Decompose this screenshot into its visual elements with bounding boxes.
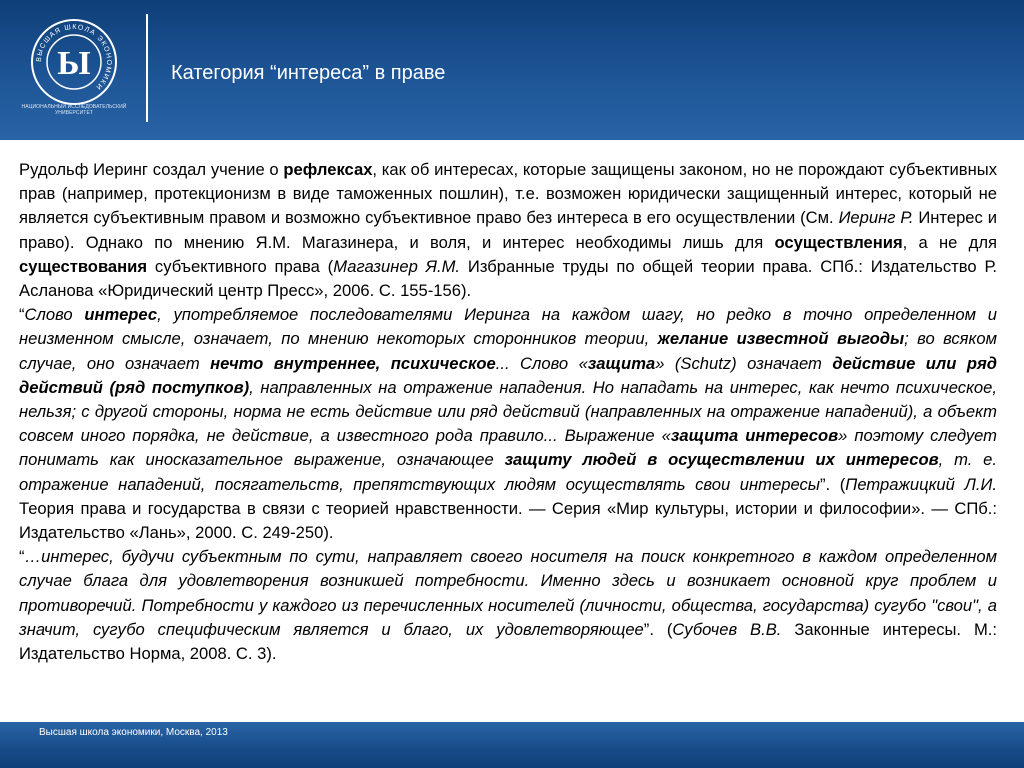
university-logo-icon xyxy=(30,18,118,106)
p2-quote-text: Слово xyxy=(24,305,85,325)
p2-open-quote: “ xyxy=(19,305,25,325)
p1-text: , как об интересах, которые защищены законом, но не порождают субъективных прав (например, протекционизм в виде таможенных пошлин), т.е. возможен юридически защищенный интерес, который не является субъективным правом и возможно субъективное право без интереса в его осуществлении (См. xyxy=(19,160,998,228)
paragraph-1 xyxy=(19,158,997,303)
p2-text: Теория права и государства в связи с теорией нравственности. — Серия «Мир культуры, истории и философии». — СПб.: Издательство «Лань», 2000. С. 249-250). xyxy=(19,498,997,543)
p1-text: Рудольф Иеринг создал учение о xyxy=(19,160,284,179)
p1-text: Интерес и право). Однако по мнению Я.М. Магазинера, и воля, и интерес необходимы лишь для xyxy=(19,208,998,252)
p2-quote-text: ; во всяком случае, оно означает xyxy=(19,329,997,373)
p2-quote-text: » (Schutz) означает xyxy=(655,353,833,373)
p3-citation-author: Субочев В.В. xyxy=(672,619,782,639)
p2-bold: защита интересов xyxy=(670,426,839,446)
paragraph-2 xyxy=(19,303,997,545)
p2-bold: нечто внутреннее, психическое xyxy=(210,353,496,373)
p2-bold: интерес xyxy=(84,305,158,325)
slide-content xyxy=(19,158,997,666)
p1-citation-author: Иеринг Р. xyxy=(838,208,914,228)
header-banner xyxy=(0,0,1024,140)
p2-quote-text: , употребляемое последователями Иеринга на каждом шагу, но редко в точно определенном и неизменном смысле, означает, по мнению некоторых сторонников теории, xyxy=(19,305,997,349)
p1-citation-author: Магазинер Я.М. xyxy=(333,256,461,276)
footer-text: Высшая школа экономики, Москва, 2013 xyxy=(39,727,228,738)
paragraph-3 xyxy=(19,545,997,666)
p3-quote: …интерес, будучи субъектным по сути, направляет своего носителя на поиск конкретного в каждом определенном случае блага для удовлетворения возникшей потребности. Именно здесь и возникает основной круг проблем и противоречий. Потребности у каждого из перечисленных носителей (личности, общества, государства) сугубо "свои", а значит, сугубо специфическим является и благо, их удовлетворяющее xyxy=(19,547,997,639)
p3-text: ”. ( xyxy=(643,619,673,639)
slide-title: Категория “интереса” в праве xyxy=(171,62,446,84)
p2-text: ”. ( xyxy=(820,474,846,494)
p2-quote xyxy=(19,305,997,493)
university-caption xyxy=(16,104,132,116)
p2-bold: защита xyxy=(587,353,656,373)
p1-text: субъективного права ( xyxy=(147,256,334,276)
p2-bold: желание известной выгоды xyxy=(657,329,905,349)
p2-citation-author: Петражицкий Л.И. xyxy=(845,474,997,494)
university-caption-line1: НАЦИОНАЛЬНЫЙ ИССЛЕДОВАТЕЛЬСКИЙ xyxy=(21,104,127,110)
p2-bold: защиту людей в осуществлении их интересов xyxy=(504,450,939,470)
p2-quote-text: , т. е. отражение нападений, посягательств, препятствующих людям осуществлять свои интересы xyxy=(19,450,997,494)
p1-text: Избранные труды по общей теории права. СПб.: Издательство Р. Асланова «Юридический центр Пресс», 2006. С. 155-156). xyxy=(19,256,997,301)
p2-quote-text: ... Слово « xyxy=(495,353,588,373)
p1-bold-reflexes: рефлексах xyxy=(283,160,373,179)
p1-bold-existence: существования xyxy=(19,256,148,276)
p2-quote-text: » поэтому следует понимать как иносказательное выражение, означающее xyxy=(19,426,997,470)
header-divider xyxy=(146,14,148,122)
svg-text:Ы: Ы xyxy=(57,45,91,82)
p3-open-quote: “ xyxy=(19,547,25,567)
p3-text: Законные интересы. М.: Издательство Норма, 2008. С. 3). xyxy=(19,619,997,664)
p2-bold: действие или ряд действий (ряд поступков) xyxy=(19,353,998,397)
university-caption-line2: УНИВЕРСИТЕТ xyxy=(54,110,94,116)
p2-quote-text: , направленных на отражение нападения. Но нападать на интерес, как нечто психическое, нельзя; с другой стороны, норма не есть действие или ряд действий (направленных на отражение нападений), а объект совсем иного порядка, не действие, а известного рода правило... Выражение « xyxy=(19,377,997,446)
p1-bold-realization: осуществления xyxy=(774,232,903,252)
p1-text: , а не для xyxy=(902,232,997,252)
logo-ring-text: ВЫСШАЯ ШКОЛА ЭКОНОМИКИ xyxy=(35,23,113,92)
